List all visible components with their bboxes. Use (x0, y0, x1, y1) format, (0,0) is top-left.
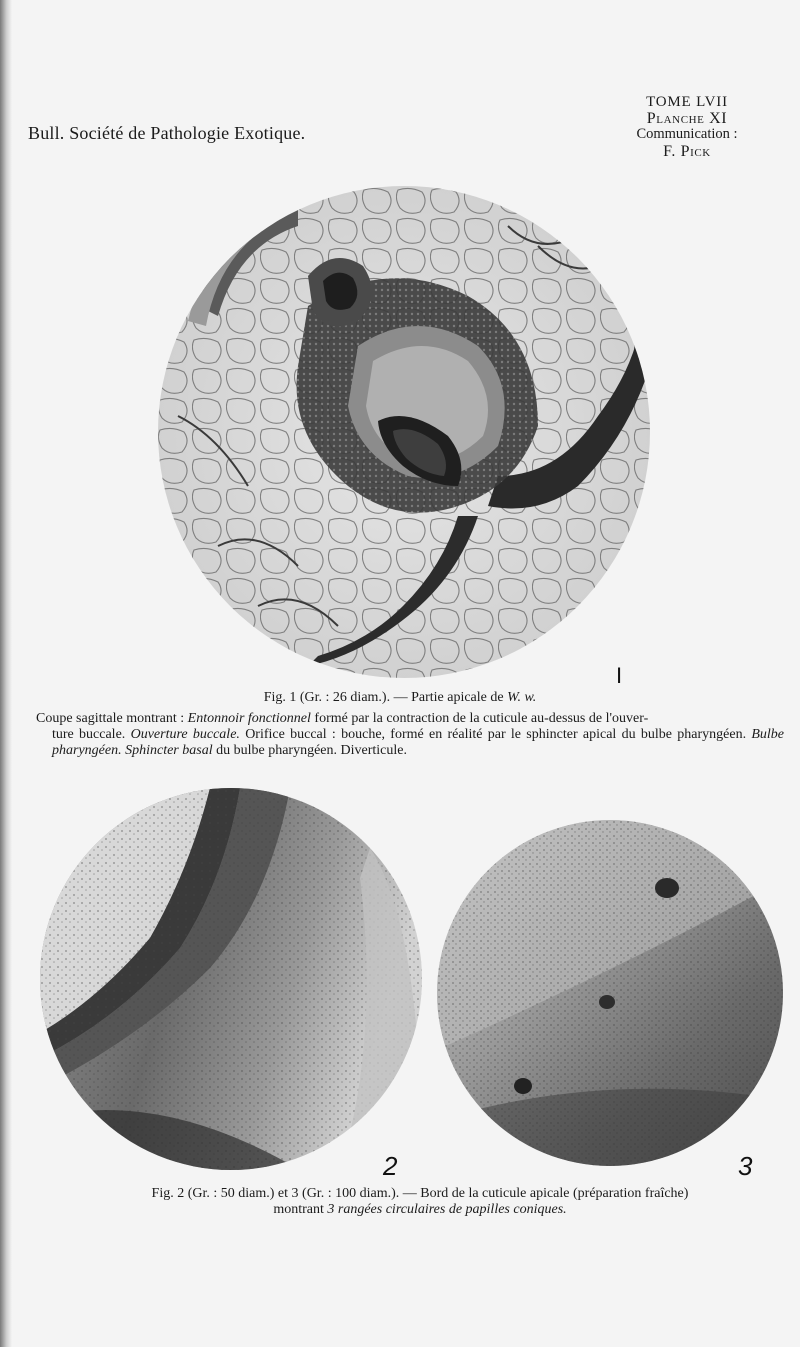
caption2-line2-pre: montrant (273, 1202, 328, 1218)
caption1-intro: Coupe sagittale montrant : (36, 711, 188, 726)
journal-title: Bull. Société de Pathologie Exotique. (28, 123, 306, 143)
figure-3-micrograph (437, 820, 783, 1166)
author-name: F. Pick (663, 143, 711, 161)
caption1-hanging-lines (36, 727, 784, 759)
caption1-text-buccale: ture buccale. (52, 727, 131, 743)
caption1-term-bulbe: Bulbe pharyngéen. (52, 727, 785, 759)
figure-1-caption-body (36, 711, 784, 759)
planche-label: Planche XI (646, 110, 728, 128)
caption2-line2 (60, 1202, 780, 1218)
caption2-line1: Fig. 2 (Gr. : 50 diam.) et 3 (Gr. : 100 diam.). — Bord de la cuticule apicale (préparation fraîche) (151, 1186, 689, 1201)
figure-2-micrograph (40, 788, 422, 1170)
caption1-text-orifice: Orifice buccal : bouche, formé en réalité par le sphincter apical du bulbe pharyngéen. (239, 727, 752, 743)
page-edge-shadow (0, 0, 12, 1347)
caption1-text-entonnoir: formé par la contraction de la cuticule au-dessus de l'ouver- (310, 711, 649, 726)
figure-3-number: 3 (738, 1151, 753, 1181)
tome-label: TOME LVII (646, 94, 728, 110)
caption1-term-ouverture: Ouverture buccale. (130, 727, 240, 743)
figure-1-micrograph (158, 186, 650, 678)
caption1-text-end: du bulbe pharyngéen. Diverticule. (212, 743, 407, 759)
caption1-term-entonnoir: Entonnoir fonctionnel (187, 711, 311, 726)
caption1-term-sphincter: Sphincter basal (125, 743, 213, 759)
caption1-species: W. w. (507, 690, 537, 705)
communication-label: Communication : (636, 126, 738, 143)
caption2-term: 3 rangées circulaires de papilles coniques. (327, 1202, 567, 1218)
figure-1-caption-title (0, 690, 800, 706)
caption1-title-text: Fig. 1 (Gr. : 26 diam.). — Partie apicale de (263, 690, 508, 705)
figure-1-number: I (616, 663, 623, 688)
figure-2-number: 2 (383, 1151, 398, 1181)
plate-header (612, 94, 762, 160)
figure-2-3-caption (60, 1186, 780, 1218)
